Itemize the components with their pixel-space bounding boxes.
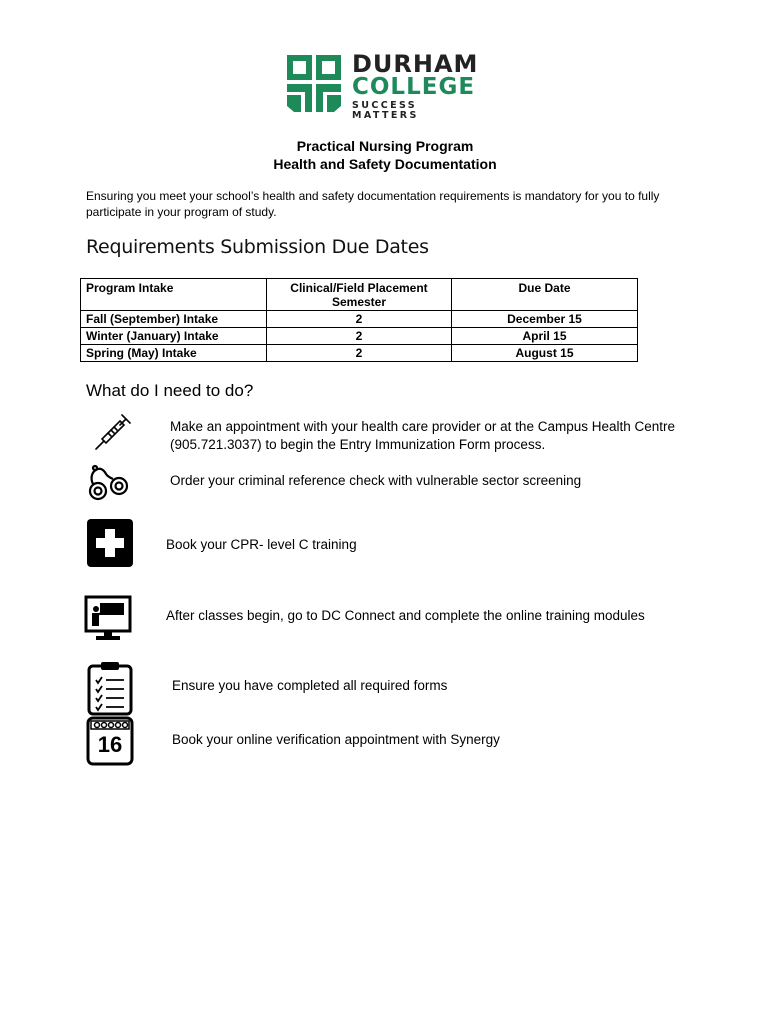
logo-emblem-icon [286, 54, 342, 114]
clipboard-checklist-icon [86, 660, 134, 716]
document-subtitle: Health and Safety Documentation [273, 156, 497, 172]
step-criminal-check: Order your criminal reference check with vulnerable sector screening [170, 473, 582, 488]
table-cell: Winter (January) Intake [81, 328, 267, 345]
table-cell: Spring (May) Intake [81, 345, 267, 362]
table-cell: December 15 [452, 311, 638, 328]
intro-paragraph: Ensuring you meet your school’s health and safety documentation requirements is mandatory for you to fully participate in your program of study. [86, 189, 660, 219]
calendar-icon [86, 716, 134, 766]
column-header: Due Date [452, 279, 638, 311]
table-row [81, 328, 638, 345]
column-header: Program Intake [81, 279, 267, 311]
table-row [81, 311, 638, 328]
table-cell: August 15 [452, 345, 638, 362]
table-row [81, 345, 638, 362]
step-required-forms: Ensure you have completed all required forms [172, 678, 448, 693]
step-cpr-training: Book your CPR- level C training [166, 537, 357, 552]
logo-text-college: COLLEGE [352, 74, 476, 100]
table-header-row [81, 279, 638, 311]
logo-text-durham: DURHAM [352, 50, 479, 78]
step-verification-appointment: Book your online verification appointment with Synergy [172, 732, 500, 747]
document-title: Practical Nursing Program [296, 138, 474, 154]
todo-heading: What do I need to do? [86, 381, 254, 400]
computer-training-icon [84, 595, 132, 643]
durham-college-logo [286, 50, 486, 121]
table-cell: April 15 [452, 328, 638, 345]
due-dates-table [80, 278, 638, 362]
column-header: Clinical/Field Placement Semester [267, 279, 452, 311]
table-cell: 2 [267, 328, 452, 345]
syringe-icon [92, 412, 134, 452]
first-aid-cross-icon [86, 518, 134, 568]
step-online-modules: After classes begin, go to DC Connect and complete the online training modules [166, 608, 645, 623]
table-cell: 2 [267, 311, 452, 328]
handcuffs-icon [86, 462, 132, 502]
calendar-day-number: 16 [97, 732, 123, 757]
table-cell: Fall (September) Intake [81, 311, 267, 328]
step-immunization: Make an appointment with your health care provider or at the Campus Health Centre (905.721.3037) to begin the Entry Immunization Form process. [170, 419, 676, 452]
table-cell: 2 [267, 345, 452, 362]
due-dates-heading: Requirements Submission Due Dates [86, 236, 429, 258]
logo-tagline: SUCCESS MATTERS [352, 100, 419, 121]
